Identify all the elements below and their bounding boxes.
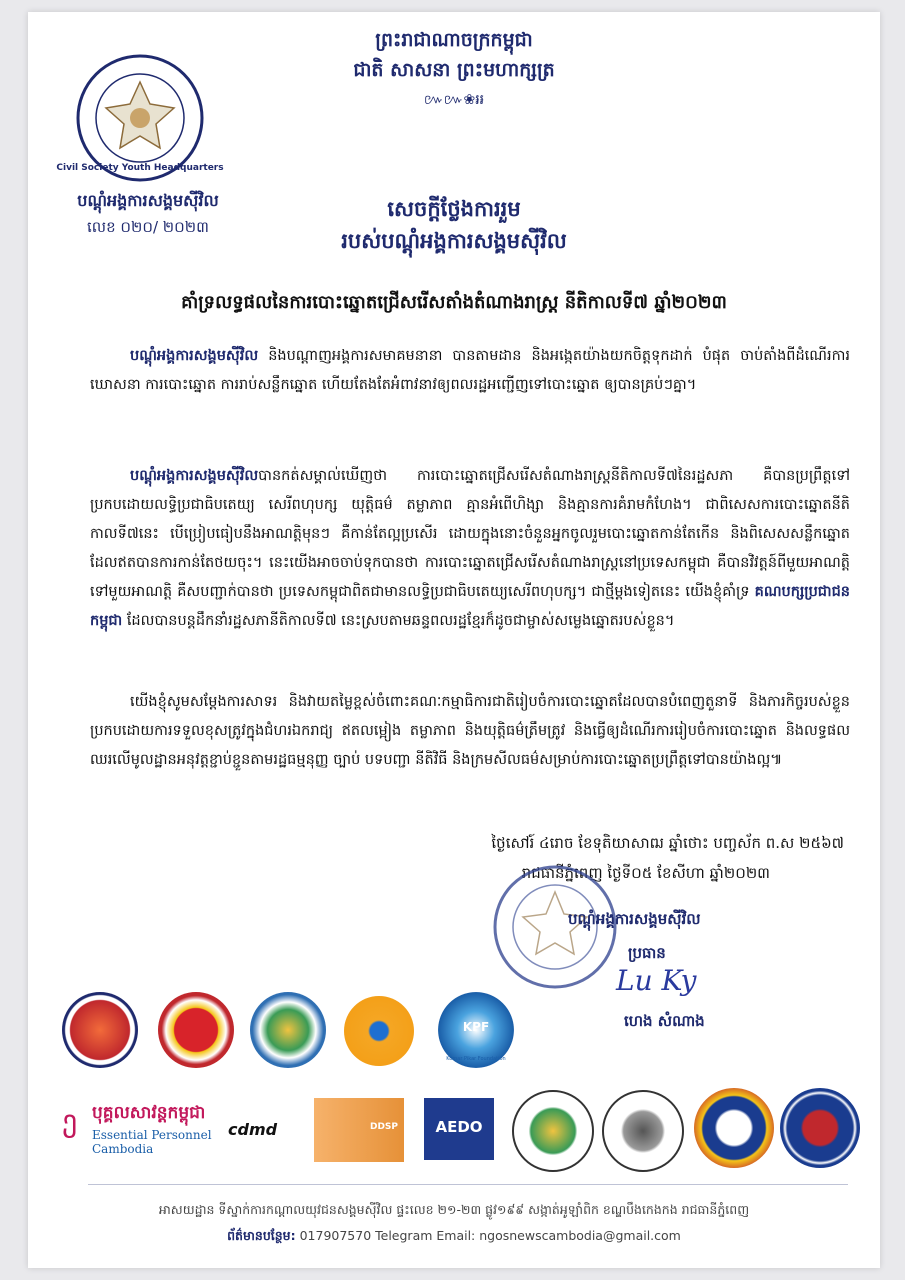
signature-mark: Lu Ky xyxy=(616,964,697,997)
partner-logo-seal-4 xyxy=(780,1088,860,1168)
partner-logo-epc xyxy=(62,1100,242,1156)
signatory-role: ប្រធាន xyxy=(628,944,666,962)
document-page xyxy=(28,12,880,1268)
partner-logo-kpf xyxy=(438,992,514,1068)
footer-contact-info: 017907570 Telegram Email: ngosnewscambodia@gmail.com xyxy=(295,1228,681,1243)
partner-logo-1 xyxy=(62,992,138,1068)
partner-logo-3 xyxy=(250,992,326,1068)
national-motto: ជាតិ សាសនា ព្រះមហាក្សត្រ xyxy=(353,59,555,81)
signatory-name: ហេង សំណាង xyxy=(624,1012,705,1030)
paragraph-1-text: និងបណ្តាញអង្គការសមាគមនានា បានតាមដាន និងអង្កេតយ៉ាងយកចិត្តទុកដាក់ បំផុត ចាប់តាំងពីដំណើរការឃោសនា ការបោះឆ្នោត ការរាប់សន្លឹកឆ្នោត ហើយតែងតែអំពាវនាវឲ្យពលរដ្ឋអញ្ជើញទៅបោះឆ្នោត ឲ្យបានគ្រប់ៗគ្នា។ xyxy=(90,348,850,393)
paragraph-1-org: បណ្ដុំអង្គការសង្គមស៊ីវិល xyxy=(130,348,259,364)
date-solar: រាជធានីភ្នំពេញ ថ្ងៃទី០៥ ខែសីហា ឆ្នាំ២០២៣ xyxy=(521,864,770,882)
footer-address: អាសយដ្ឋាន ទីស្នាក់ការកណ្ដាលយុវជនសង្គមស៊ីវិល ផ្ទះលេខ ២១-២៣ ផ្លូវ១៩៩ សង្កាត់អូឡាំពិក ខណ្ឌបឹងកេងកង រាជធានីភ្នំពេញ xyxy=(158,1202,750,1217)
partner-logo-cdmd: cdmd xyxy=(228,1120,278,1139)
kingdom-title: ព្រះរាជាណាចក្រកម្ពុជា xyxy=(375,29,533,51)
partner-logo-ppc xyxy=(344,996,414,1066)
paragraph-3 xyxy=(90,688,850,775)
reference-number: លេខ ០២០/ ២០២៣ xyxy=(87,218,209,236)
paragraph-1 xyxy=(90,342,850,400)
partner-logo-ddsp xyxy=(314,1098,404,1162)
footer-contact xyxy=(28,1228,880,1247)
paragraph-2-org: បណ្ដុំអង្គការសង្គមស៊ីវិល xyxy=(130,468,259,484)
kpf-label: KPF xyxy=(462,1020,490,1034)
aedo-label: AEDO xyxy=(435,1118,483,1136)
signatory-org: បណ្ដុំអង្គការសង្គមស៊ីវិល xyxy=(568,910,701,928)
paragraph-2-text-end: ដែលបានបន្តដឹកនាំរដ្ឋសភានីតិកាលទី៧ នេះស្របតាមឆន្ទពលរដ្ឋខ្មែរក៏ដូចជាម្ចាស់សម្លេងឆ្នោតរបស់ខ្លួន។ xyxy=(122,613,675,629)
epc-khmer: បុគ្គលសាវន្តកម្ពុជា xyxy=(92,1103,206,1123)
partner-logo-seal-3 xyxy=(694,1088,774,1168)
kpf-name: Komar Pikar Foundation xyxy=(446,1056,506,1062)
statement-subject: គាំទ្រលទ្ធផលនៃការបោះឆ្នោតជ្រើសរើសតាំងតំណាងរាស្រ្ត នីតិកាលទី៧ ឆ្នាំ២០២៣ xyxy=(181,292,727,313)
partner-logo-seal-1 xyxy=(512,1090,594,1172)
date-lunar: ថ្ងៃសៅរ៍ ៤រោច ខែទុតិយាសាឍ ឆ្នាំថោះ បញ្ចស័ក ព.ស ២៥៦៧ xyxy=(491,834,844,852)
epc-icon: ე xyxy=(62,1104,78,1139)
org-name: បណ្ដុំអង្គការសង្គមស៊ីវិល xyxy=(77,191,219,210)
paragraph-2 xyxy=(90,462,850,636)
paragraph-3-text: យើងខ្ញុំសូមសម្ដែងការសាទរ និងវាយតម្លៃខ្ពស់ចំពោះគណៈកម្មាធិការជាតិរៀបចំការបោះឆ្នោតដែលបានបំពេញតួនាទី និងភារកិច្ចរបស់ខ្លួន ប្រកបដោយការទទួលខុសត្រូវក្នុងជំហរឯករាជ្យ ឥតលម្អៀង តម្លាភាព និងយុត្តិធម៌ត្រឹមត្រូវ និងធ្វើឲ្យដំណើរការរៀបចំការបោះឆ្នោត និងលទ្ធផល ឈរលើមូលដ្ឋានអនុវត្តខ្ជាប់ខ្ជួនតាមរដ្ឋធម្មនុញ្ញ ច្បាប់ បទបញ្ជា នីតិវិធី និងក្រមសីលធម៌សម្រាប់ការបោះឆ្នោតប្រព្រឹត្តទៅបានយ៉ាងល្អ៕ xyxy=(90,694,850,768)
partner-logo-2 xyxy=(158,992,234,1068)
footer-divider xyxy=(88,1184,848,1185)
statement-title: សេចក្ដីថ្លែងការរួម xyxy=(387,197,521,221)
partner-logo-seal-2 xyxy=(602,1090,684,1172)
statement-subtitle: របស់បណ្ដុំអង្គការសង្គមស៊ីវិល xyxy=(341,229,567,253)
paragraph-2-text: បានកត់សម្គាល់ឃើញថា ការបោះឆ្នោតជ្រើសរើសតំណាងរាស្រ្តនីតិកាលទី៧នៃរដ្ឋសភា គឺបានប្រព្រឹត្តទៅប្រកបដោយលទ្ធិប្រជាធិបតេយ្យ សេរីពហុបក្ស យុត្តិធម៌ តម្លាភាព គ្មានអំពើហិង្សា និងគ្មានការគំរាមកំហែង។ ជាពិសេសការបោះឆ្នោតនីតិកាលទី៧នេះ បើប្រៀបធៀបនឹងអាណត្តិមុនៗ គឺកាន់តែល្អប្រសើរ ដោយក្នុងនោះចំនួនអ្នកចូលរួមបោះឆ្នោតកាន់តែកើន និងពិសេសសន្លឹកឆ្នោតដែលឥតបានការកាន់តែថយចុះ។ នេះយើងអាចចាប់ទុកបានថា ការបោះឆ្នោតជ្រើសរើសតំណាងរាស្រ្តនៅប្រទេសកម្ពុជា គឺបានវិវត្តន៍ពីមួយអាណត្តិទៅមួយអាណត្តិ គឺសបញ្ជាក់បានថា ប្រទេសកម្ពុជាពិតជាមានលទ្ធិប្រជាធិបតេយ្យសេរីពហុបក្ស។ ជាថ្មីម្តងទៀតនេះ យើងខ្ញុំគាំទ្រ xyxy=(90,468,850,600)
header-ornament: ៚៚❀៛៛ xyxy=(423,92,485,108)
paragraph-2-party: គណបក្សប្រជាជនកម្ពុជា xyxy=(90,584,850,629)
org-logo-text: Civil Society Youth Headquarters xyxy=(56,163,224,173)
footer-contact-label: ព័ត៌មានបន្ថែម: xyxy=(227,1228,296,1243)
epc-english: Essential Personnel Cambodia xyxy=(92,1128,212,1156)
ddsp-label: DDSP xyxy=(369,1122,398,1132)
partner-logo-aedo xyxy=(424,1098,494,1160)
